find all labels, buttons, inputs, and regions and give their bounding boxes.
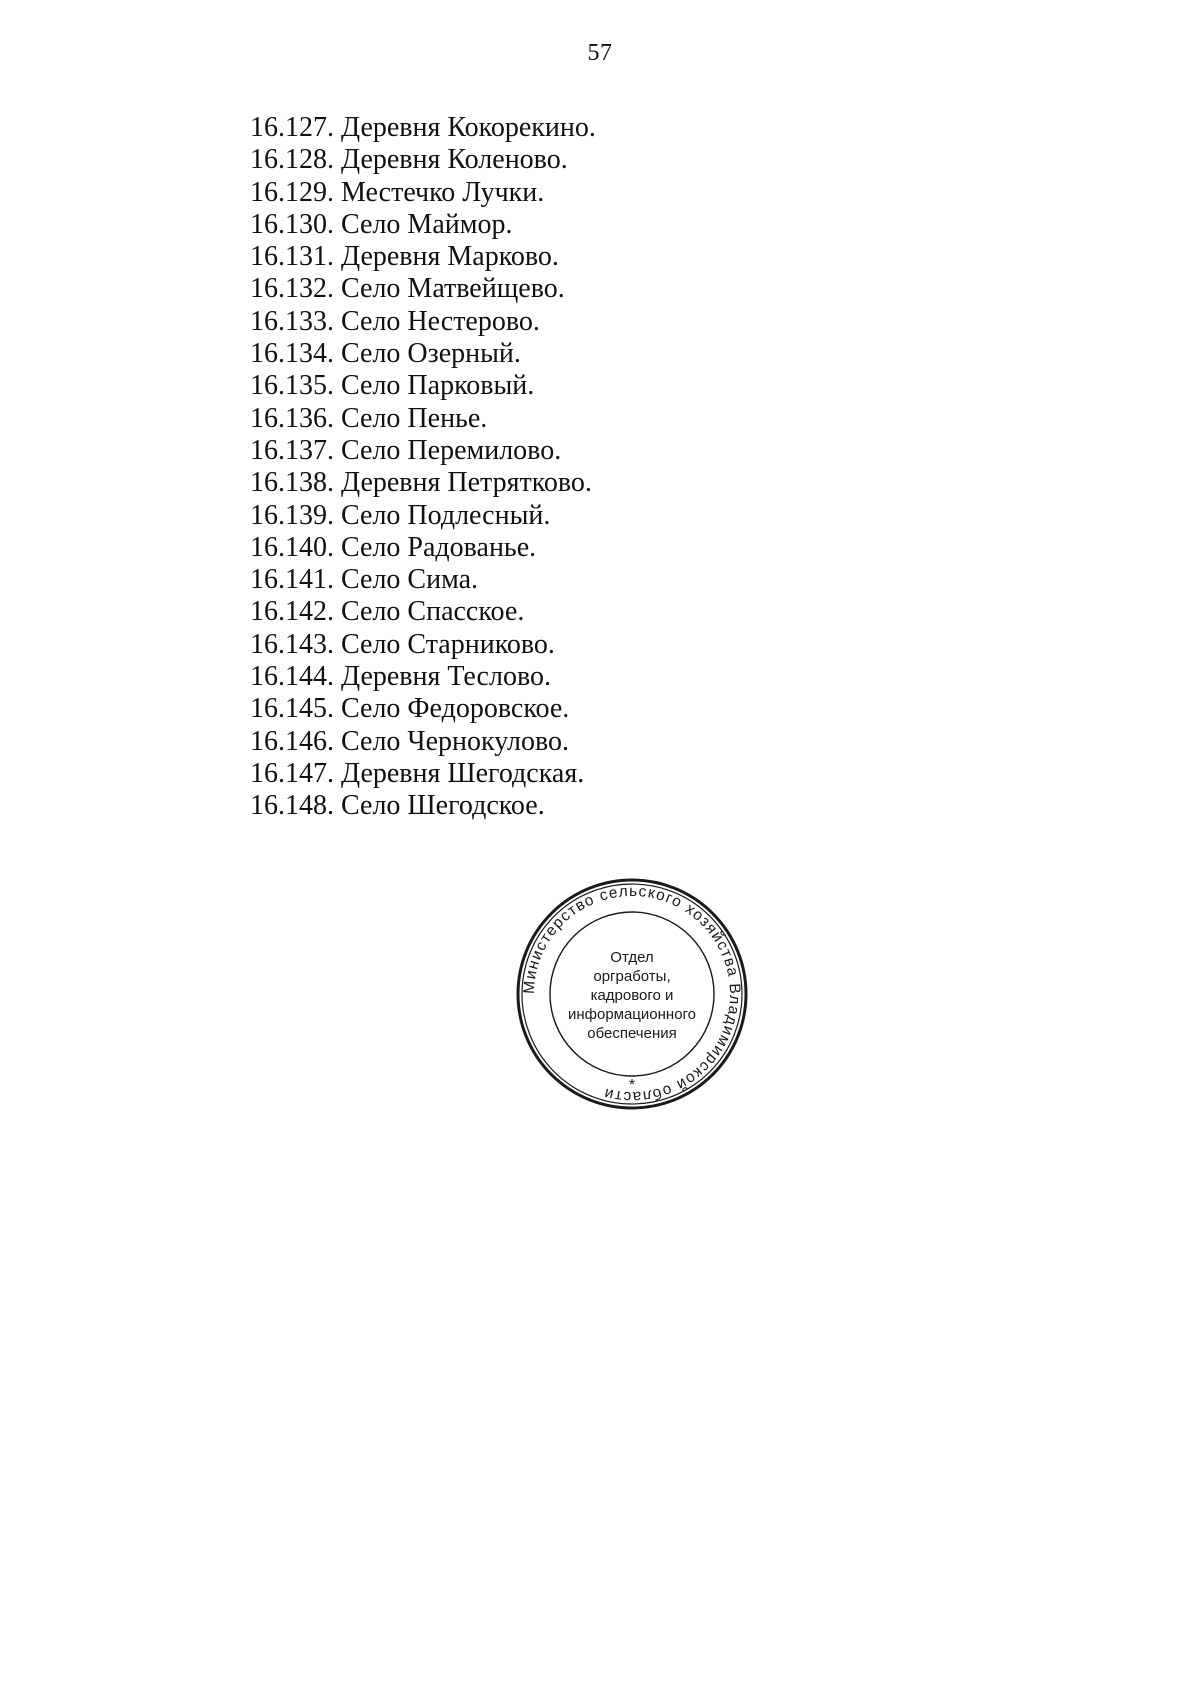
- settlement-entry: 16.140. Село Радованье.: [250, 531, 537, 563]
- settlement-entry: 16.138. Деревня Петрятково.: [250, 467, 592, 499]
- settlement-entry: 16.134. Село Озерный.: [250, 338, 521, 370]
- stamp-center-line: информационного: [567, 1006, 697, 1023]
- settlement-entry: 16.144. Деревня Теслово.: [250, 661, 551, 693]
- settlement-list: [250, 112, 596, 823]
- settlement-entry: 16.143. Село Старниково.: [250, 628, 555, 660]
- settlement-entry: 16.146. Село Чернокулово.: [250, 725, 570, 757]
- settlement-entry: 16.139. Село Подлесный.: [250, 499, 551, 531]
- settlement-entry: 16.128. Деревня Коленово.: [250, 144, 568, 176]
- settlement-entry: 16.147. Деревня Шегодская.: [250, 757, 585, 789]
- settlement-entry: 16.133. Село Нестерово.: [250, 305, 540, 337]
- settlement-entry: 16.130. Село Маймор.: [250, 208, 513, 240]
- settlement-entry: 16.145. Село Федоровское.: [250, 693, 570, 725]
- settlement-entry: 16.148. Село Шегодское.: [250, 790, 545, 822]
- settlement-entry: 16.127. Деревня Кокорекино.: [250, 112, 596, 143]
- stamp-center-line: кадрового и: [590, 987, 674, 1004]
- official-stamp: [514, 876, 750, 1112]
- stamp-center-line: оргработы,: [593, 968, 671, 985]
- stamp-center-text: [568, 949, 696, 1042]
- page-number: 57: [587, 40, 613, 66]
- settlement-entry: 16.136. Село Пенье.: [250, 402, 488, 434]
- stamp-seal: [514, 876, 750, 1112]
- stamp-center-line: обеспечения: [587, 1025, 677, 1042]
- settlement-entry: 16.131. Деревня Марково.: [250, 241, 559, 273]
- stamp-star: *: [628, 1077, 636, 1094]
- settlement-entry: 16.132. Село Матвейщево.: [250, 273, 565, 305]
- stamp-ring-text: Министерство сельского хозяйства Владимирской области: [520, 882, 744, 1106]
- stamp-center-line: Отдел: [610, 949, 654, 966]
- settlement-entry: 16.137. Село Перемилово.: [250, 434, 562, 466]
- settlement-entry: 16.129. Местечко Лучки.: [250, 176, 545, 208]
- settlement-entry: 16.142. Село Спасское.: [250, 596, 525, 628]
- settlement-entry: 16.135. Село Парковый.: [250, 370, 535, 402]
- settlement-entry: 16.141. Село Сима.: [250, 564, 479, 596]
